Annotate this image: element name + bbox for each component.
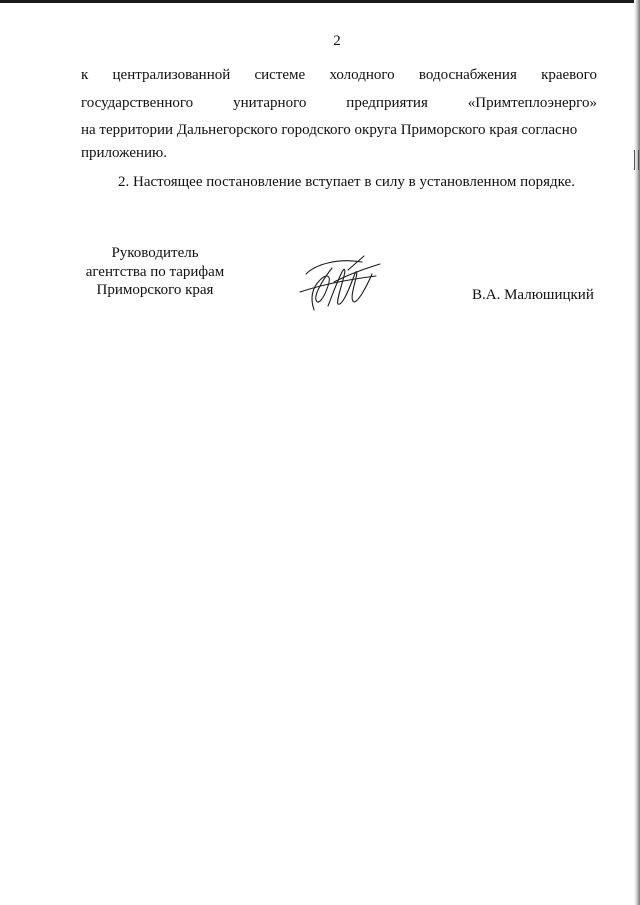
handwritten-signature [298,252,382,314]
paragraph-1-line-2 [81,94,597,112]
paragraph-1-line-3: на территории Дальнегорского городского округа Приморского края согласно [81,122,578,138]
word: унитарного [233,95,307,111]
signatory-title-line-1: Руководитель [111,245,199,261]
scan-border-right [634,0,640,905]
signatory-title [70,244,240,300]
page-number: 2 [333,33,341,49]
paragraph-1-line-4: приложению. [81,145,168,161]
word: системе [254,67,306,83]
signer-name: В.А. Малюшицкий [472,287,594,303]
word: водоснабжения [418,67,517,83]
paragraph-2: 2. Настоящее постановление вступает в силу в установленном порядке. [118,174,575,190]
word: холодного [329,67,395,83]
word: государственного [81,95,194,111]
signatory-title-line-2: агентства по тарифам [85,263,225,280]
word: «Примтеплоэнерго» [467,95,597,111]
word: централизованной [112,67,231,83]
scan-artifact [634,150,639,170]
word: краевого [541,67,597,83]
scan-border-top [0,0,640,3]
word: предприятия [346,95,428,111]
signatory-title-line-3: Приморского края [96,282,214,298]
word: к [81,67,89,83]
paragraph-1-line-1 [81,66,597,84]
